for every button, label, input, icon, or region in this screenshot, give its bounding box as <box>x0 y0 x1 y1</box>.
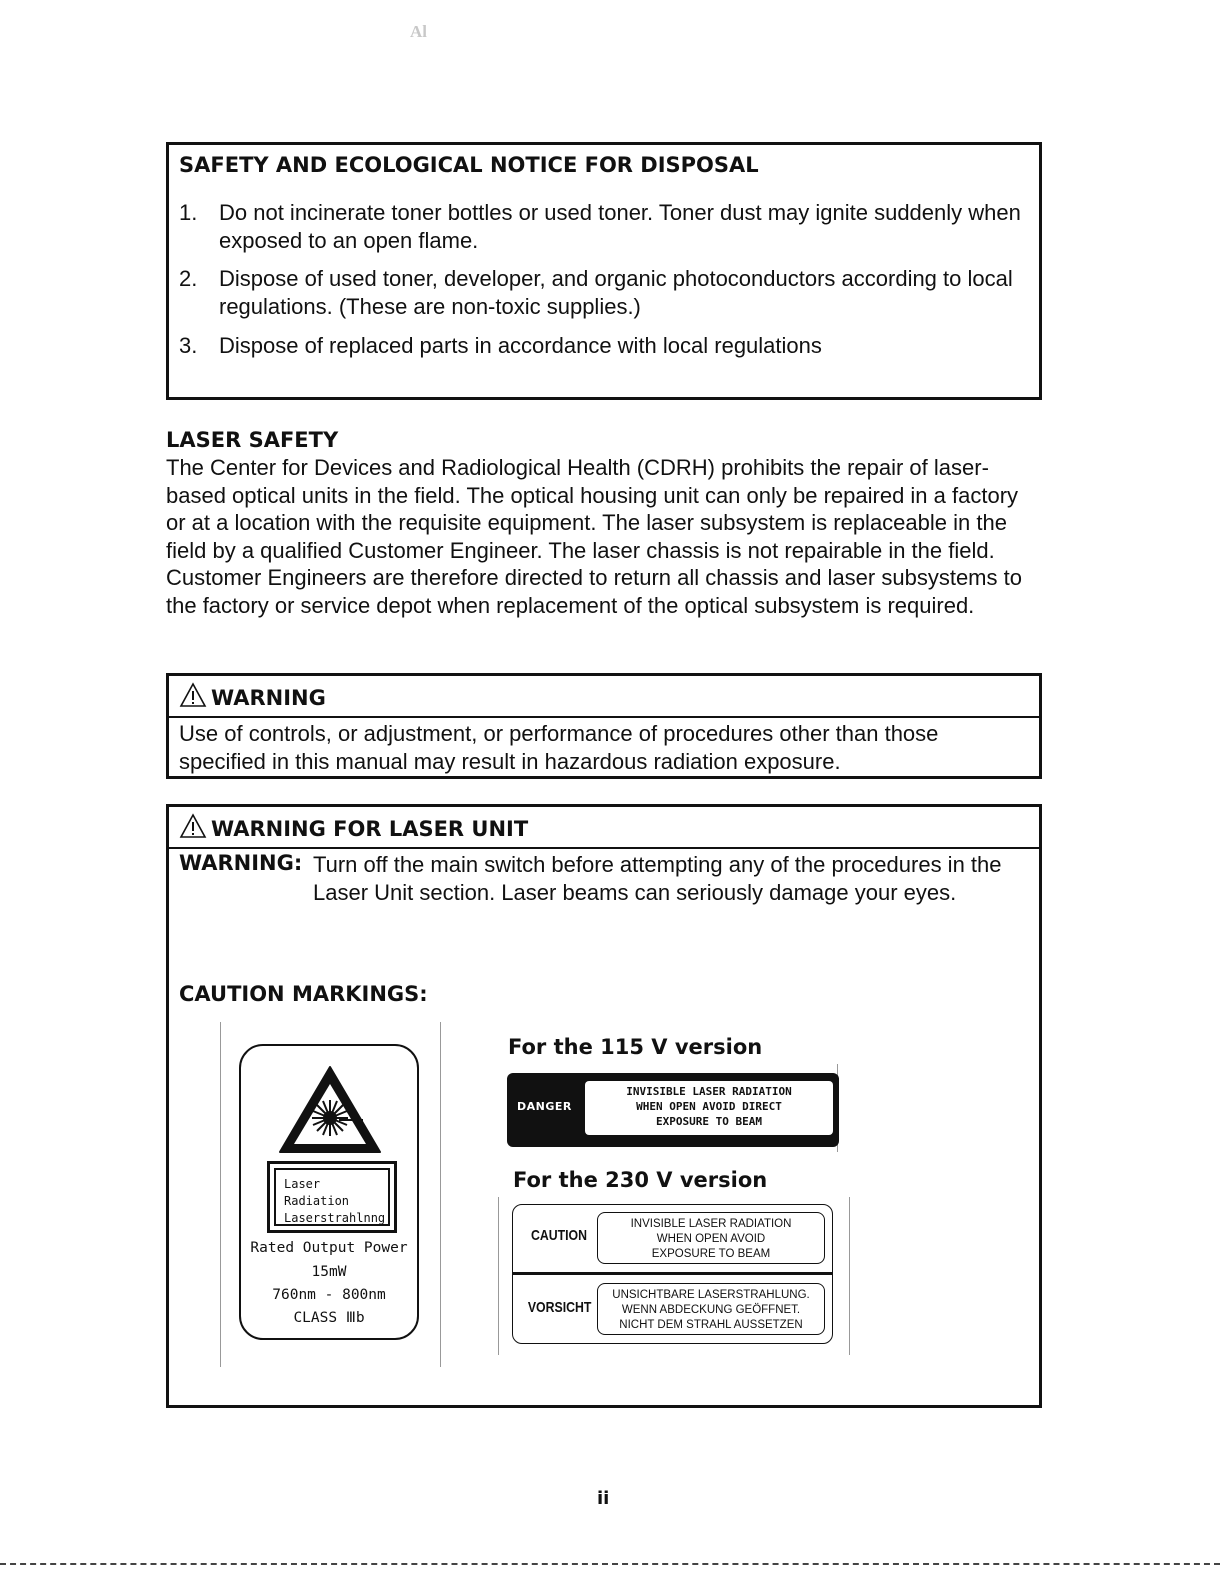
caution-word: CAUTION <box>530 1227 588 1244</box>
laser-unit-warning-box <box>166 804 1042 1408</box>
danger-message <box>585 1081 833 1135</box>
disposal-notice-box <box>166 142 1042 400</box>
vorsicht-line: NICHT DEM STRAHL AUSSETZEN <box>619 1319 803 1331</box>
list-text: Do not incinerate toner bottles or used toner. Toner dust may ignite suddenly when exposed to an open flame. <box>219 200 1021 253</box>
danger-line: WHEN OPEN AVOID DIRECT <box>636 1100 782 1113</box>
laser-safety-title: LASER SAFETY <box>166 428 339 452</box>
divider-line <box>849 1197 850 1355</box>
version-230-title: For the 230 V version <box>513 1168 768 1192</box>
caution-line: EXPOSURE TO BEAM <box>651 1248 771 1260</box>
list-number: 3. <box>179 333 198 358</box>
warning-triangle-icon <box>179 813 207 839</box>
vorsicht-line: UNSICHTBARE LASERSTRAHLUNG. <box>612 1289 810 1301</box>
danger-line: EXPOSURE TO BEAM <box>656 1115 762 1128</box>
laser-unit-title: WARNING FOR LASER UNIT <box>211 817 529 841</box>
caution-markings-title: CAUTION MARKINGS: <box>179 982 428 1006</box>
laser-unit-header <box>169 807 1039 849</box>
laser-warning-label: WARNING: <box>179 851 303 875</box>
list-item <box>179 199 1031 255</box>
vorsicht-word: VORSICHT <box>527 1299 592 1316</box>
caution-label <box>512 1204 833 1344</box>
rated-output-text: Rated Output Power <box>250 1240 408 1256</box>
warning-text: Use of controls, or adjustment, or performance of procedures other than those specified in this manual may result in hazardous radiation exposure. <box>179 721 939 774</box>
warning-header <box>169 676 1039 718</box>
divider-line <box>440 1022 441 1367</box>
disposal-title: SAFETY AND ECOLOGICAL NOTICE FOR DISPOSAL <box>179 153 759 177</box>
list-item <box>179 265 1031 321</box>
footer-rule <box>0 1563 1220 1565</box>
vorsicht-message <box>597 1283 825 1335</box>
list-number: 2. <box>179 266 198 291</box>
laser-class-label <box>239 1044 419 1340</box>
wavelength-text: 760nm - 800nm <box>272 1287 386 1303</box>
danger-label <box>507 1073 839 1147</box>
page-number: ii <box>597 1488 610 1509</box>
caution-message <box>597 1212 825 1264</box>
radiation-box <box>267 1161 397 1233</box>
divider-line <box>498 1197 499 1355</box>
list-text: Dispose of used toner, developer, and organic photoconductors according to local regulations. (These are non-toxic supplies.) <box>219 266 1013 319</box>
radiation-inner <box>274 1168 390 1226</box>
radiation-line: Laserstrahlnng <box>284 1211 386 1225</box>
header-mark: Al <box>410 22 427 41</box>
list-text: Dispose of replaced parts in accordance with local regulations <box>219 333 822 358</box>
list-item <box>179 332 1031 360</box>
list-number: 1. <box>179 200 198 225</box>
output-power-text: 15mW <box>311 1264 347 1280</box>
warning-box <box>166 673 1042 779</box>
caution-line: INVISIBLE LASER RADIATION <box>630 1218 792 1230</box>
caution-divider <box>513 1272 832 1275</box>
danger-line: INVISIBLE LASER RADIATION <box>626 1085 792 1098</box>
danger-word: DANGER <box>517 1100 572 1113</box>
warning-title: WARNING <box>211 686 326 710</box>
vorsicht-line: WENN ABDECKUNG GEÖFFNET. <box>621 1304 801 1316</box>
laser-safety-paragraph: The Center for Devices and Radiological Health (CDRH) prohibits the repair of laser-based optical units in the field. The optical housing unit can only be repaired in a factory or at a location with the requisite equipment. The laser subsystem is replaceable in the field by a qualified Customer Engineer. The laser chassis is not repairable in the field. Customer Engineers are therefore directed to return all chassis and laser subsystems to the factory or service depot when replacement of the optical subsystem is required. <box>166 455 1022 618</box>
laser-class-text: CLASS Ⅲb <box>293 1310 365 1326</box>
radiation-line: Laser Radiation <box>284 1177 350 1208</box>
laser-hazard-icon <box>277 1064 383 1156</box>
warning-triangle-icon <box>179 682 207 708</box>
divider-line <box>220 1022 221 1367</box>
version-115-title: For the 115 V version <box>508 1035 763 1059</box>
caution-line: WHEN OPEN AVOID <box>656 1233 766 1245</box>
laser-warning-text: Turn off the main switch before attempting any of the procedures in the Laser Unit section. Laser beams can seriously damage your eyes. <box>313 852 1002 905</box>
